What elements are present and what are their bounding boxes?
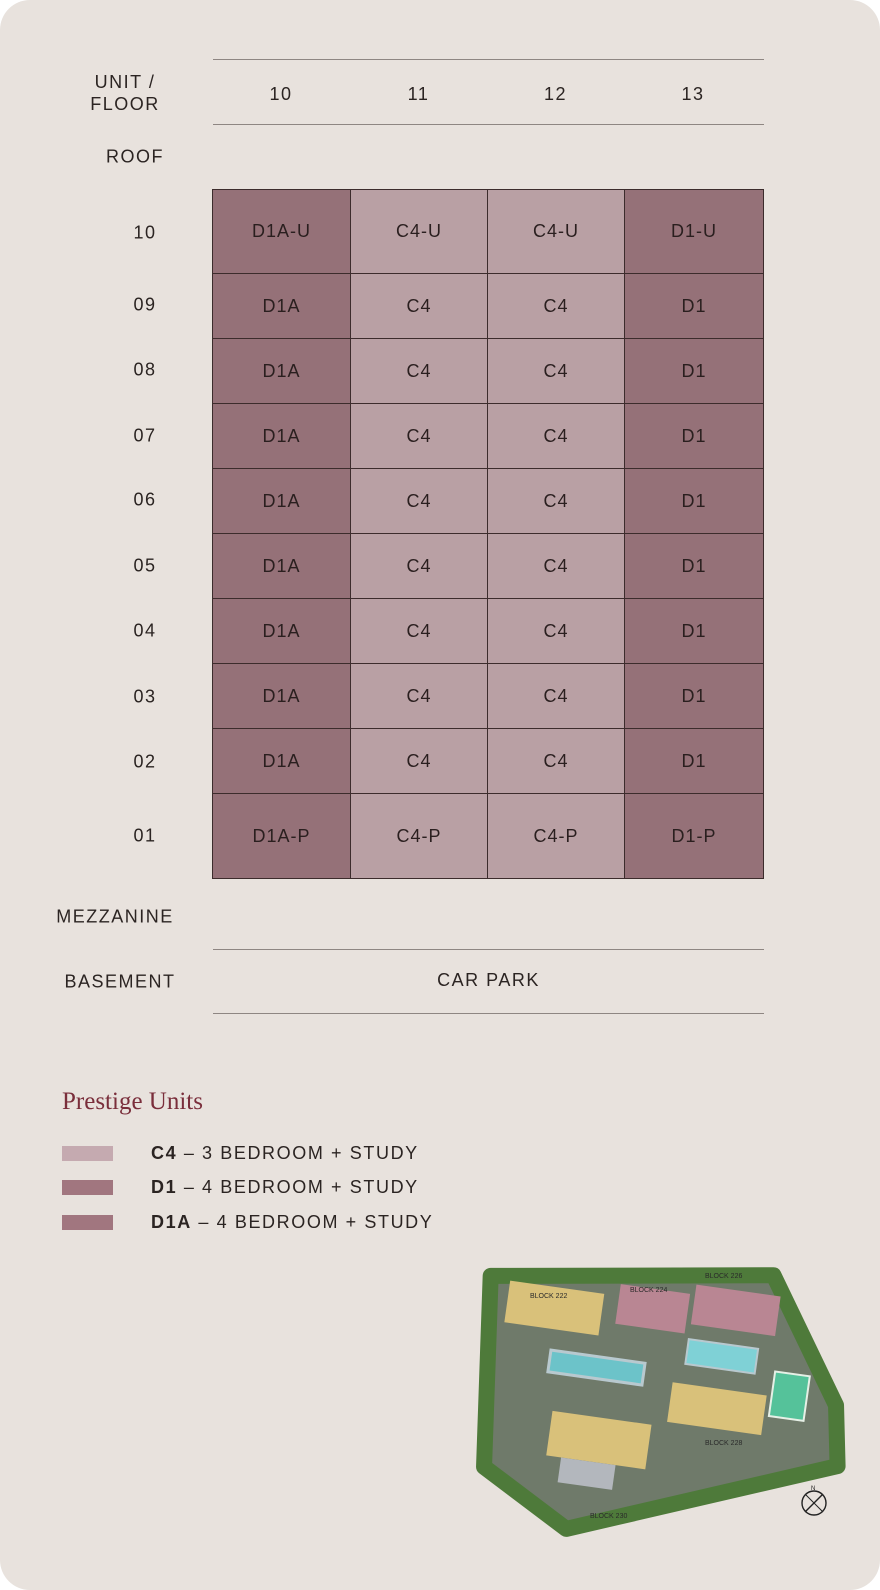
- unit-cell[interactable]: D1-U: [625, 190, 763, 274]
- floor-label-05: 05: [133, 555, 157, 576]
- basement-bottom-rule: [213, 1013, 764, 1014]
- unit-cell[interactable]: C4-U: [351, 190, 488, 274]
- unit-cell[interactable]: D1: [625, 729, 763, 794]
- basement-top-rule: [213, 949, 764, 950]
- unit-cell[interactable]: C4-U: [488, 190, 625, 274]
- unit-cell[interactable]: D1: [625, 664, 763, 729]
- unit-cell[interactable]: C4: [488, 534, 625, 599]
- unit-cell[interactable]: D1: [625, 599, 763, 664]
- compass-north-label: N: [811, 1486, 816, 1492]
- floor-label-03: 03: [133, 686, 157, 707]
- legend-item-d1a: [62, 1211, 433, 1233]
- unit-cell[interactable]: C4: [351, 339, 488, 404]
- floor-label-roof: ROOF: [106, 146, 164, 167]
- legend-desc-d1: – 4 BEDROOM + STUDY: [183, 1176, 419, 1197]
- column-header-10: 10: [269, 84, 293, 104]
- floor-label-04: 04: [133, 620, 157, 641]
- legend-swatch-c4: [62, 1146, 113, 1161]
- floor-label-09: 09: [133, 294, 157, 315]
- unit-cell[interactable]: D1A: [213, 274, 351, 339]
- legend-desc-c4: – 3 BEDROOM + STUDY: [183, 1142, 419, 1163]
- column-header-12: 12: [543, 84, 568, 104]
- column-header-13: 13: [681, 84, 705, 104]
- unit-cell[interactable]: C4: [488, 469, 625, 534]
- legend-desc-d1a: – 4 BEDROOM + STUDY: [198, 1211, 434, 1232]
- legend-code-d1a: D1A: [151, 1211, 192, 1232]
- site-plan-label-block-228: BLOCK 228: [705, 1440, 743, 1447]
- unit-cell[interactable]: D1A: [213, 404, 351, 469]
- unit-cell[interactable]: C4: [351, 534, 488, 599]
- unit-cell[interactable]: C4: [351, 664, 488, 729]
- floor-label-08: 08: [133, 359, 157, 380]
- floor-label-mezzanine: MEZZANINE: [56, 906, 174, 927]
- unit-cell[interactable]: D1: [625, 404, 763, 469]
- unit-cell[interactable]: C4: [488, 664, 625, 729]
- unit-cell[interactable]: D1A-P: [213, 794, 351, 878]
- legend-item-c4: [62, 1142, 419, 1164]
- unit-cell[interactable]: C4-P: [488, 794, 625, 878]
- unit-cell[interactable]: D1A: [213, 534, 351, 599]
- site-plan-label-block-222: BLOCK 222: [530, 1293, 568, 1300]
- header-bottom-rule: [213, 124, 764, 125]
- unit-cell[interactable]: D1: [625, 339, 763, 404]
- unit-cell[interactable]: D1A-U: [213, 190, 351, 274]
- unit-cell[interactable]: C4: [351, 729, 488, 794]
- site-plan-map: [455, 1240, 855, 1560]
- legend-code-c4: C4: [151, 1142, 178, 1163]
- unit-cell[interactable]: C4: [351, 404, 488, 469]
- north-compass-icon: [797, 1484, 831, 1518]
- unit-cell[interactable]: D1A: [213, 664, 351, 729]
- legend-text-c4: [151, 1143, 419, 1164]
- floor-label-02: 02: [133, 751, 157, 772]
- legend-item-d1: [62, 1176, 419, 1198]
- header-top-rule: [213, 59, 764, 60]
- unit-cell[interactable]: D1A: [213, 729, 351, 794]
- unit-cell[interactable]: D1: [625, 274, 763, 339]
- unit-cell[interactable]: D1A: [213, 599, 351, 664]
- unit-cell[interactable]: D1: [625, 534, 763, 599]
- car-park-label: CAR PARK: [437, 970, 540, 990]
- site-plan-tennis-court: [769, 1371, 810, 1420]
- unit-cell[interactable]: C4: [351, 599, 488, 664]
- unit-cell[interactable]: C4: [488, 404, 625, 469]
- legend-swatch-d1: [62, 1180, 113, 1195]
- legend-text-d1a: [151, 1212, 433, 1233]
- unit-cell[interactable]: D1: [625, 469, 763, 534]
- unit-cell[interactable]: C4: [488, 339, 625, 404]
- legend-swatch-d1a: [62, 1215, 113, 1230]
- site-plan-label-block-224: BLOCK 224: [630, 1287, 668, 1294]
- site-plan-label-block-226: BLOCK 226: [705, 1273, 743, 1280]
- unit-floor-line1: UNIT /: [94, 72, 156, 92]
- column-header-11: 11: [407, 84, 430, 104]
- unit-cell[interactable]: D1A: [213, 339, 351, 404]
- floor-label-06: 06: [133, 489, 157, 510]
- unit-cell[interactable]: C4-P: [351, 794, 488, 878]
- legend-title: Prestige Units: [62, 1088, 203, 1115]
- unit-grid: [212, 189, 764, 879]
- unit-cell[interactable]: C4: [488, 599, 625, 664]
- unit-cell[interactable]: D1-P: [625, 794, 763, 878]
- unit-floor-heading: [60, 71, 190, 115]
- floor-label-07: 07: [133, 425, 157, 446]
- unit-cell[interactable]: C4: [351, 274, 488, 339]
- floor-label-10: 10: [133, 222, 157, 243]
- unit-cell[interactable]: C4: [488, 274, 625, 339]
- unit-cell[interactable]: C4: [488, 729, 625, 794]
- floor-label-basement: BASEMENT: [64, 971, 176, 992]
- legend-code-d1: D1: [151, 1176, 178, 1197]
- unit-cell[interactable]: C4: [351, 469, 488, 534]
- unit-floor-line2: FLOOR: [90, 94, 160, 114]
- legend-text-d1: [151, 1177, 419, 1198]
- site-plan-label-block-230: BLOCK 230: [590, 1513, 628, 1520]
- unit-cell[interactable]: D1A: [213, 469, 351, 534]
- floor-label-01: 01: [133, 825, 157, 846]
